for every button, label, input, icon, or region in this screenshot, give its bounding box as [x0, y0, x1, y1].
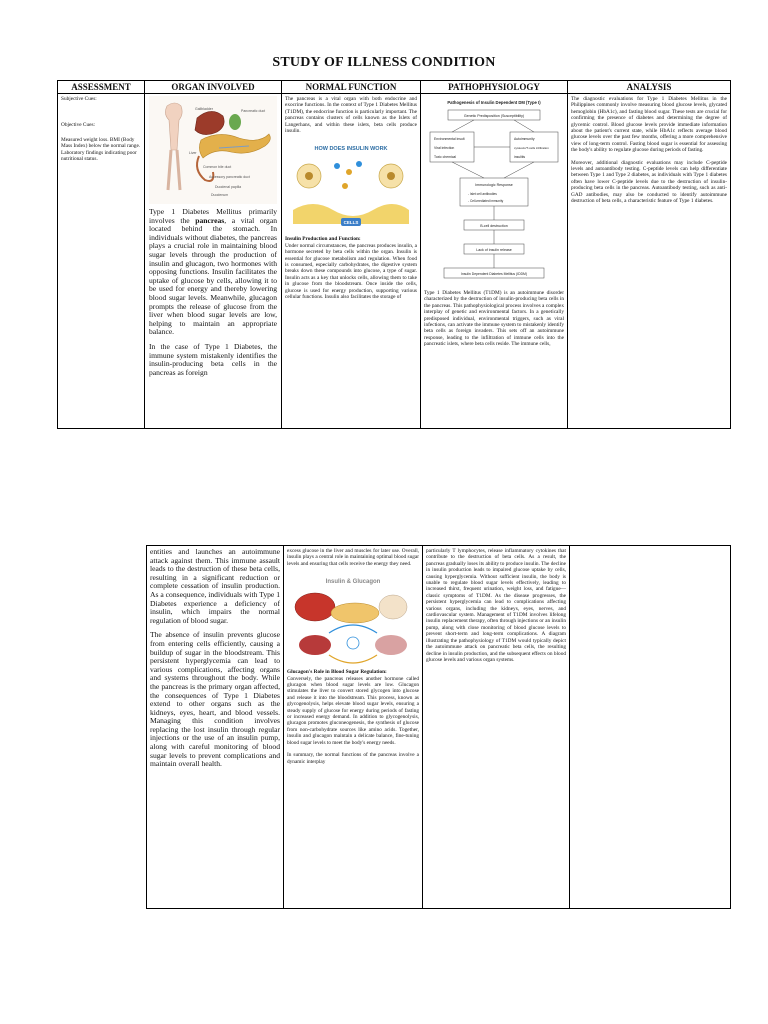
objective-cues-text: Measured weight loss. BMI (Body Mass Index) below the normal range. Laboratory findings indicating poor nutritional status. — [61, 136, 141, 163]
header-analysis: ANALYSIS — [568, 81, 731, 94]
normal-function-cell-continued — [284, 546, 423, 909]
svg-text:Liver: Liver — [189, 151, 197, 155]
diagram-lack: Lack of insulin release — [476, 248, 512, 252]
diagram-title: Pathogenesis of Insulin Dependent DM (Type I) — [447, 100, 541, 105]
diagram-immuno-2: - Islet cell antibodies — [468, 192, 497, 196]
analysis-paragraph-1: The diagnostic evaluations for Type 1 Diabetes Mellitus in the Philippines commonly involve measuring blood glucose levels, glycated hemoglobin (HbA1c), and fasting blood sugar. These tests are crucial for confirming the presence of diabetes and determining the degree of glycemic control. Blood glucose levels provide immediate information about the patient's current state, while HbA1c reflects average blood glucose levels over the past few months, offering a more comprehensive view of long-term control. Fasting blood sugar is essential for assessing the body's ability to regulate glucose during periods of fasting. — [571, 96, 727, 154]
organ-text-pancreas: pancreas — [195, 215, 225, 225]
diagram-immuno-3: - Cell-mediated immunity — [468, 199, 504, 203]
diagram-auto-2: cytotoxic/T-cells infiltration — [514, 146, 549, 150]
analysis-paragraph-2: Moreover, additional diagnostic evaluations may include C-peptide levels and autoantibody testing. C-peptide levels can help differentiate between Type 1 and Type 2 diabetes, as individuals with Type 1 diabetes often have lower C-peptide levels due to the destruction of insulin-producing beta cells in the pancreas. Autoantibody testing, such as anti-GAD antibodies, may also be conducted to identify autoimmune destruction of beta cells, a characteristic feature of Type 1 diabetes. — [571, 159, 727, 205]
header-pathophysiology: PATHOPHYSIOLOGY — [421, 81, 568, 94]
normal-heading-glucagon: Glucagon's Role in Blood Sugar Regulation: — [287, 669, 387, 676]
content-row — [58, 94, 731, 429]
illness-table-part-2 — [146, 545, 731, 909]
header-normal-function: NORMAL FUNCTION — [282, 81, 421, 94]
assessment-cell — [58, 94, 145, 429]
organ-paragraph-3: entities and launches an autoimmune attack against them. This immune assault leads to the destruction of these beta cells, resulting in a significant reduction or complete cessation of insulin production. As a consequence, individuals with Type 1 Diabetes experience a deficiency of insulin, which impairs the normal regulation of blood sugar. — [150, 548, 280, 625]
diagram-env-1: Environmental insult — [434, 137, 465, 141]
organ-text-body: , a vital organ located behind the stomach. In individuals without diabetes, the pancreas plays a crucial role in maintaining blood sugar levels through the production of insulin and glucagon, two hormones with opposing functions. Insulin facilitates the uptake of glucose by cells, allowing it to be used for energy and thereby lowering blood sugar levels. Meanwhile, glucagon prompts the release of glucose from the liver when blood sugar levels are low, helping to maintain an appropriate balance. — [149, 215, 277, 337]
organ-text-intro: Type 1 Diabetes Mellitus primarily involves the — [149, 207, 277, 225]
insulin-work-image — [287, 140, 415, 232]
diagram-iddm: Insulin Dependent Diabetes Mellitus (IDDM) — [461, 272, 527, 276]
organ-involved-cell-continued — [147, 546, 284, 909]
patho-paragraph-2: particularly T lymphocytes, release inflammatory cytokines that contribute to the destruction of beta cells. As a result, the pancreas gradually loses its ability to produce insulin. The decline in insulin production leads to impaired glucose uptake by cells, causing hyperglycemia. Without sufficient insulin, the body is unable to regulate blood sugar levels effectively, leading to increased thirst, frequent urination, weight loss, and fatigue—classic symptoms of T1DM. As the disease progresses, the persistent hyperglycemia can lead to complications affecting various organs, including the kidneys, eyes, nerves, and cardiovascular system. Management of T1DM involves lifelong insulin replacement therapy, often through injections or an insulin pump, along with close monitoring of blood glucose levels to prevent short-term and long-term complications. A diagram illustrating the pathophysiology of T1DM would typically depict the autoimmune attack on pancreatic beta cells, the resulting decline in insulin production, and the subsequent effects on blood glucose levels and various organ systems. — [426, 548, 566, 663]
pancreas-anatomy-image — [149, 96, 277, 204]
normal-paragraph-1: The pancreas is a vital organ with both endocrine and exocrine functions. In the context of Type 1 Diabetes Mellitus (T1DM), the endocrine function is particularly important. The pancreas contains clusters of cells known as the Islets of Langerhans, and within these islets, beta cells produce insulin. — [285, 96, 417, 135]
header-assessment: ASSESSMENT — [58, 81, 145, 94]
header-organ-involved: ORGAN INVOLVED — [145, 81, 282, 94]
illness-table-part-1 — [57, 80, 731, 429]
diagram-immuno-1: Immunologic Response — [475, 183, 513, 187]
svg-text:Pancreatic duct: Pancreatic duct — [241, 109, 266, 113]
svg-text:Common bile duct: Common bile duct — [203, 165, 232, 169]
diagram-bcell: B-cell destruction — [480, 224, 508, 228]
svg-text:Accessory pancreatic duct: Accessory pancreatic duct — [209, 175, 250, 179]
normal-paragraph-2: Under normal circumstances, the pancreas produces insulin, a hormone secreted by beta cells within the organ. Insulin is essential for glucose metabolism and regulation. When food is consumed, especially carbohydrates, the digestive system breaks down these compounds into glucose, a type of sugar. Insulin acts as a key that unlocks cells, allowing them to take in glucose from the bloodstream. Once inside the cells, glucose is used for energy production, supporting various cellular functions. Insulin also facilitates the storage of — [285, 242, 417, 301]
normal-paragraph-4: Conversely, the pancreas releases another hormone called glucagon when blood sugar levels are low. Glucagon stimulates the liver to convert stored glycogen into glucose and release it into the bloodstream. This process, known as glycogenolysis, helps elevate blood sugar levels, ensuring a steady supply of glucose for energy during periods of fasting or increased energy demand. In addition to glycogenolysis, glucagon promotes gluconeogenesis, the synthesis of glucose from non-carbohydrate sources like amino acids. Together, insulin and glucagon maintain a delicate balance, fine-tuning blood sugar levels to meet the body's energy needs. — [287, 675, 419, 746]
svg-text:Duodenal papilla: Duodenal papilla — [215, 185, 242, 189]
organ-paragraph-1 — [149, 208, 277, 337]
subjective-cues-label: Subjective Cues: — [61, 96, 97, 102]
normal-paragraph-5: In summary, the normal functions of the pancreas involve a dynamic interplay — [287, 752, 419, 765]
insulin-figure-title: HOW DOES INSULIN WORK — [314, 146, 388, 153]
analysis-cell-continued — [570, 546, 731, 909]
insulin-glucagon-image — [289, 573, 417, 665]
diagram-genetic: Genetic Predisposition (Susceptibility) — [463, 114, 525, 118]
analysis-cell — [568, 94, 731, 429]
pathophysiology-cell — [421, 94, 568, 429]
diagram-auto-1: Autoimmunity — [514, 137, 535, 141]
diagram-auto-3: insulitis — [514, 155, 526, 159]
pathogenesis-diagram — [424, 96, 564, 286]
glucagon-figure-title: Insulin & Glucagon — [325, 579, 381, 586]
patho-paragraph-1: Type 1 Diabetes Mellitus (T1DM) is an autoimmune disorder characterized by the destruction of insulin-producing beta cells in the pancreas. This pathophysiological process involves a complex interplay of genetic and environmental factors. In a genetically predisposed individual, environmental triggers, such as viral infections, can activate the immune system to mistakenly identify beta cells as foreign invaders. This sets off an autoimmune response, leading to the infiltration of immune cells into the pancreatic islets, where beta cells reside. The immune cells, — [424, 290, 564, 348]
pathophysiology-cell-continued — [423, 546, 570, 909]
page-title: STUDY OF ILLNESS CONDITION — [272, 55, 496, 70]
header-row — [58, 81, 731, 94]
svg-text:Duodenum: Duodenum — [211, 193, 229, 197]
cells-label: CELLS — [343, 220, 359, 226]
organ-paragraph-4: The absence of insulin prevents glucose from entering cells efficiently, causing a buildup of sugar in the bloodstream. This persistent hyperglycemia can lead to various complications, affecting organs and systems throughout the body. While the pancreas is the primary organ affected, the consequences of Type 1 Diabetes extend to other organs such as the kidneys, eyes, heart, and blood vessels. Managing this condition involves replacing the lost insulin through regular injections or the use of an insulin pump, along with careful monitoring of blood sugar levels to prevent complications and maintain overall health. — [150, 630, 280, 769]
objective-cues-label: Objective Cues: — [61, 122, 95, 129]
normal-heading-insulin: Insulin Production and Function: — [285, 236, 361, 243]
normal-function-cell — [282, 94, 421, 429]
svg-text:Gallbladder: Gallbladder — [195, 107, 213, 111]
diagram-env-3: Toxic chemical — [434, 155, 457, 159]
organ-paragraph-2: In the case of Type 1 Diabetes, the immune system mistakenly identifies the insulin-producing beta cells in the pancreas as foreign — [149, 341, 277, 377]
organ-involved-cell — [145, 94, 282, 429]
normal-paragraph-3: excess glucose in the liver and muscles for later use. Overall, insulin plays a central role in maintaining optimal blood sugar levels and ensuring that cells receive the energy they need. — [287, 548, 419, 567]
diagram-env-2: Viral infection — [434, 146, 455, 150]
continuation-row — [147, 546, 731, 909]
